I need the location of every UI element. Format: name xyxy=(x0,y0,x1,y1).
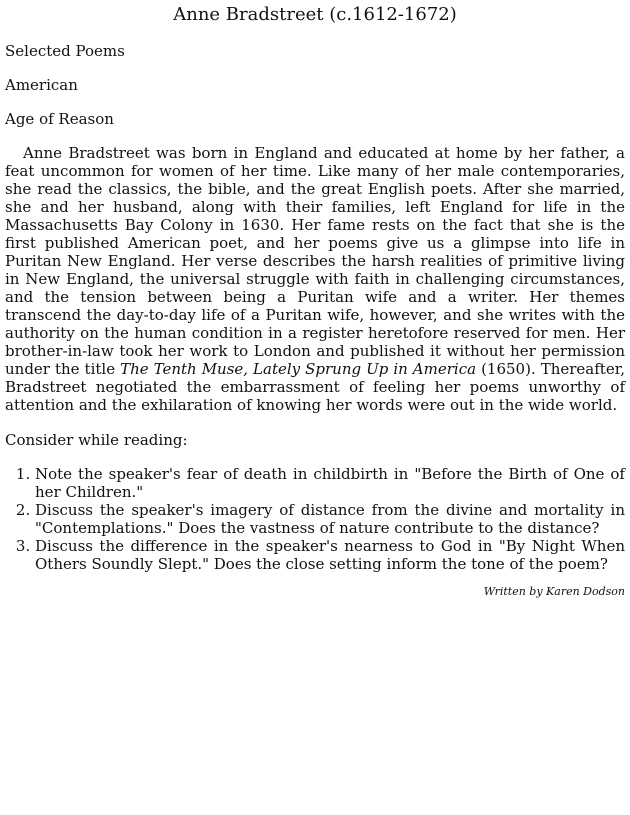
book-title: The Tenth Muse, Lately Sprung Up in America xyxy=(120,360,477,378)
reading-questions-list xyxy=(5,465,625,573)
biography-text-end: (1650). Thereafter, Bradstreet negotiated the embarrassment of feeling her poems unworthy of attention and the exhilaration of knowing her words were out in the wide world. xyxy=(5,360,625,414)
question-item: 3. Discuss the difference in the speaker's nearness to God in "By Night When Others Soundly Slept." Does the close setting inform the tone of the poem? xyxy=(35,537,625,573)
period-label: Age of Reason xyxy=(5,110,114,128)
author-credit: Written by Karen Dodson xyxy=(483,585,625,598)
nationality-label: American xyxy=(5,76,78,94)
page-title: Anne Bradstreet (c.1612-1672) xyxy=(173,4,457,25)
consider-heading: Consider while reading: xyxy=(5,431,188,449)
biography-paragraph xyxy=(5,144,625,414)
collection-label: Selected Poems xyxy=(5,42,125,60)
question-item: 2. Discuss the speaker's imagery of distance from the divine and mortality in "Contemplations." Does the vastness of nature contribute to the distance? xyxy=(35,501,625,537)
question-item: 1. Note the speaker's fear of death in childbirth in "Before the Birth of One of her Children." xyxy=(35,465,625,501)
biography-text-start: Anne Bradstreet was born in England and educated at home by her father, a feat uncommon for women of her time. Like many of her male contemporaries, she read the classics, the bible, and the great English poets. After she married, she and her husband, along with their families, left England for life in the Massachusetts Bay Colony in 1630. Her fame rests on the fact that she is the first published American poet, and her poems give us a glimpse into life in Puritan New England. Her verse describes the harsh realities of primitive living in New England, the universal struggle with faith in challenging circumstances, and the tension between being a Puritan wife and a writer. Her themes transcend the day-to-day life of a Puritan wife, however, and she writes with the authority on the human condition in a register heretofore reserved for men. Her brother-in-law took her work to London and published it without her permission under the title xyxy=(5,144,625,378)
